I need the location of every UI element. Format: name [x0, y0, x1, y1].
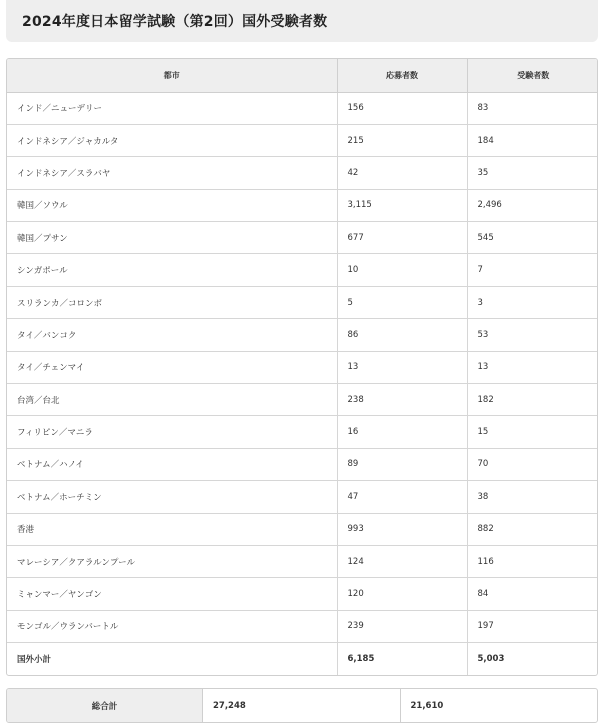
examinees-cell: 35	[467, 157, 598, 189]
city-cell: タイ／バンコク	[7, 319, 337, 351]
examinees-cell: 2,496	[467, 189, 598, 221]
table-row	[7, 578, 598, 610]
header-city: 都市	[7, 59, 337, 92]
table-row	[7, 319, 598, 351]
applicants-cell: 124	[337, 545, 467, 577]
table-header-row	[7, 59, 598, 92]
table-row	[7, 124, 598, 156]
subtotal-examinees: 5,003	[477, 654, 505, 665]
applicants-cell: 10	[337, 254, 467, 286]
table-row	[7, 481, 598, 513]
examinees-cell: 53	[467, 319, 598, 351]
table-row	[7, 222, 598, 254]
examinees-cell: 3	[467, 286, 598, 318]
grand-total-applicants: 27,248	[203, 689, 401, 722]
city-cell: インドネシア／スラバヤ	[7, 157, 337, 189]
city-cell: ベトナム／ハノイ	[7, 448, 337, 480]
examinees-cell: 70	[467, 448, 598, 480]
examinees-cell: 38	[467, 481, 598, 513]
city-cell: フィリピン／マニラ	[7, 416, 337, 448]
table-row	[7, 384, 598, 416]
table-row	[7, 254, 598, 286]
city-cell: 韓国／ソウル	[7, 189, 337, 221]
applicants-cell: 5	[337, 286, 467, 318]
table-row	[7, 157, 598, 189]
subtotal-label: 国外小計	[7, 643, 337, 675]
city-cell: マレーシア／クアラルンプール	[7, 545, 337, 577]
city-cell: 韓国／プサン	[7, 222, 337, 254]
city-cell: 香港	[7, 513, 337, 545]
examinees-cell: 182	[467, 384, 598, 416]
city-cell: インド／ニューデリー	[7, 92, 337, 124]
grand-total-label: 総合計	[7, 689, 203, 722]
city-cell: ミャンマー／ヤンゴン	[7, 578, 337, 610]
applicants-cell: 239	[337, 610, 467, 642]
city-cell: タイ／チェンマイ	[7, 351, 337, 383]
examinees-cell: 13	[467, 351, 598, 383]
applicants-cell: 156	[337, 92, 467, 124]
subtotal-row	[7, 643, 598, 675]
examinees-cell: 545	[467, 222, 598, 254]
grand-total-examinees: 21,610	[410, 700, 444, 711]
examinees-cell: 83	[467, 92, 598, 124]
table-row	[7, 189, 598, 221]
subtotal-applicants: 6,185	[337, 643, 467, 675]
examinees-cell: 84	[467, 578, 598, 610]
applicants-cell: 86	[337, 319, 467, 351]
applicants-cell: 47	[337, 481, 467, 513]
applicants-cell: 993	[337, 513, 467, 545]
applicants-cell: 13	[337, 351, 467, 383]
examinees-cell: 116	[467, 545, 598, 577]
table-row	[7, 286, 598, 318]
table-row	[7, 610, 598, 642]
applicants-cell: 120	[337, 578, 467, 610]
city-cell: モンゴル／ウランバートル	[7, 610, 337, 642]
examinees-cell: 15	[467, 416, 598, 448]
examinees-cell: 184	[467, 124, 598, 156]
table-row	[7, 92, 598, 124]
applicants-cell: 238	[337, 384, 467, 416]
examinees-cell: 7	[467, 254, 598, 286]
header-applicants: 応募者数	[337, 59, 467, 92]
table-row	[7, 448, 598, 480]
applicants-cell: 3,115	[337, 189, 467, 221]
page-title: 2024年度日本留学試験（第2回）国外受験者数	[22, 14, 328, 30]
applicants-cell: 16	[337, 416, 467, 448]
city-cell: シンガポール	[7, 254, 337, 286]
applicants-cell: 215	[337, 124, 467, 156]
city-cell: ベトナム／ホーチミン	[7, 481, 337, 513]
applicants-cell: 89	[337, 448, 467, 480]
table-row	[7, 513, 598, 545]
title-box	[6, 0, 598, 42]
city-cell: インドネシア／ジャカルタ	[7, 124, 337, 156]
examinees-cell: 882	[467, 513, 598, 545]
table-row	[7, 545, 598, 577]
city-cell: スリランカ／コロンボ	[7, 286, 337, 318]
table-row	[7, 351, 598, 383]
applicants-cell: 677	[337, 222, 467, 254]
header-examinees: 受験者数	[467, 59, 598, 92]
overseas-examinees-table	[6, 58, 598, 676]
city-cell: 台湾／台北	[7, 384, 337, 416]
examinees-cell: 197	[467, 610, 598, 642]
table-row	[7, 416, 598, 448]
grand-total-table	[6, 688, 598, 723]
applicants-cell: 42	[337, 157, 467, 189]
